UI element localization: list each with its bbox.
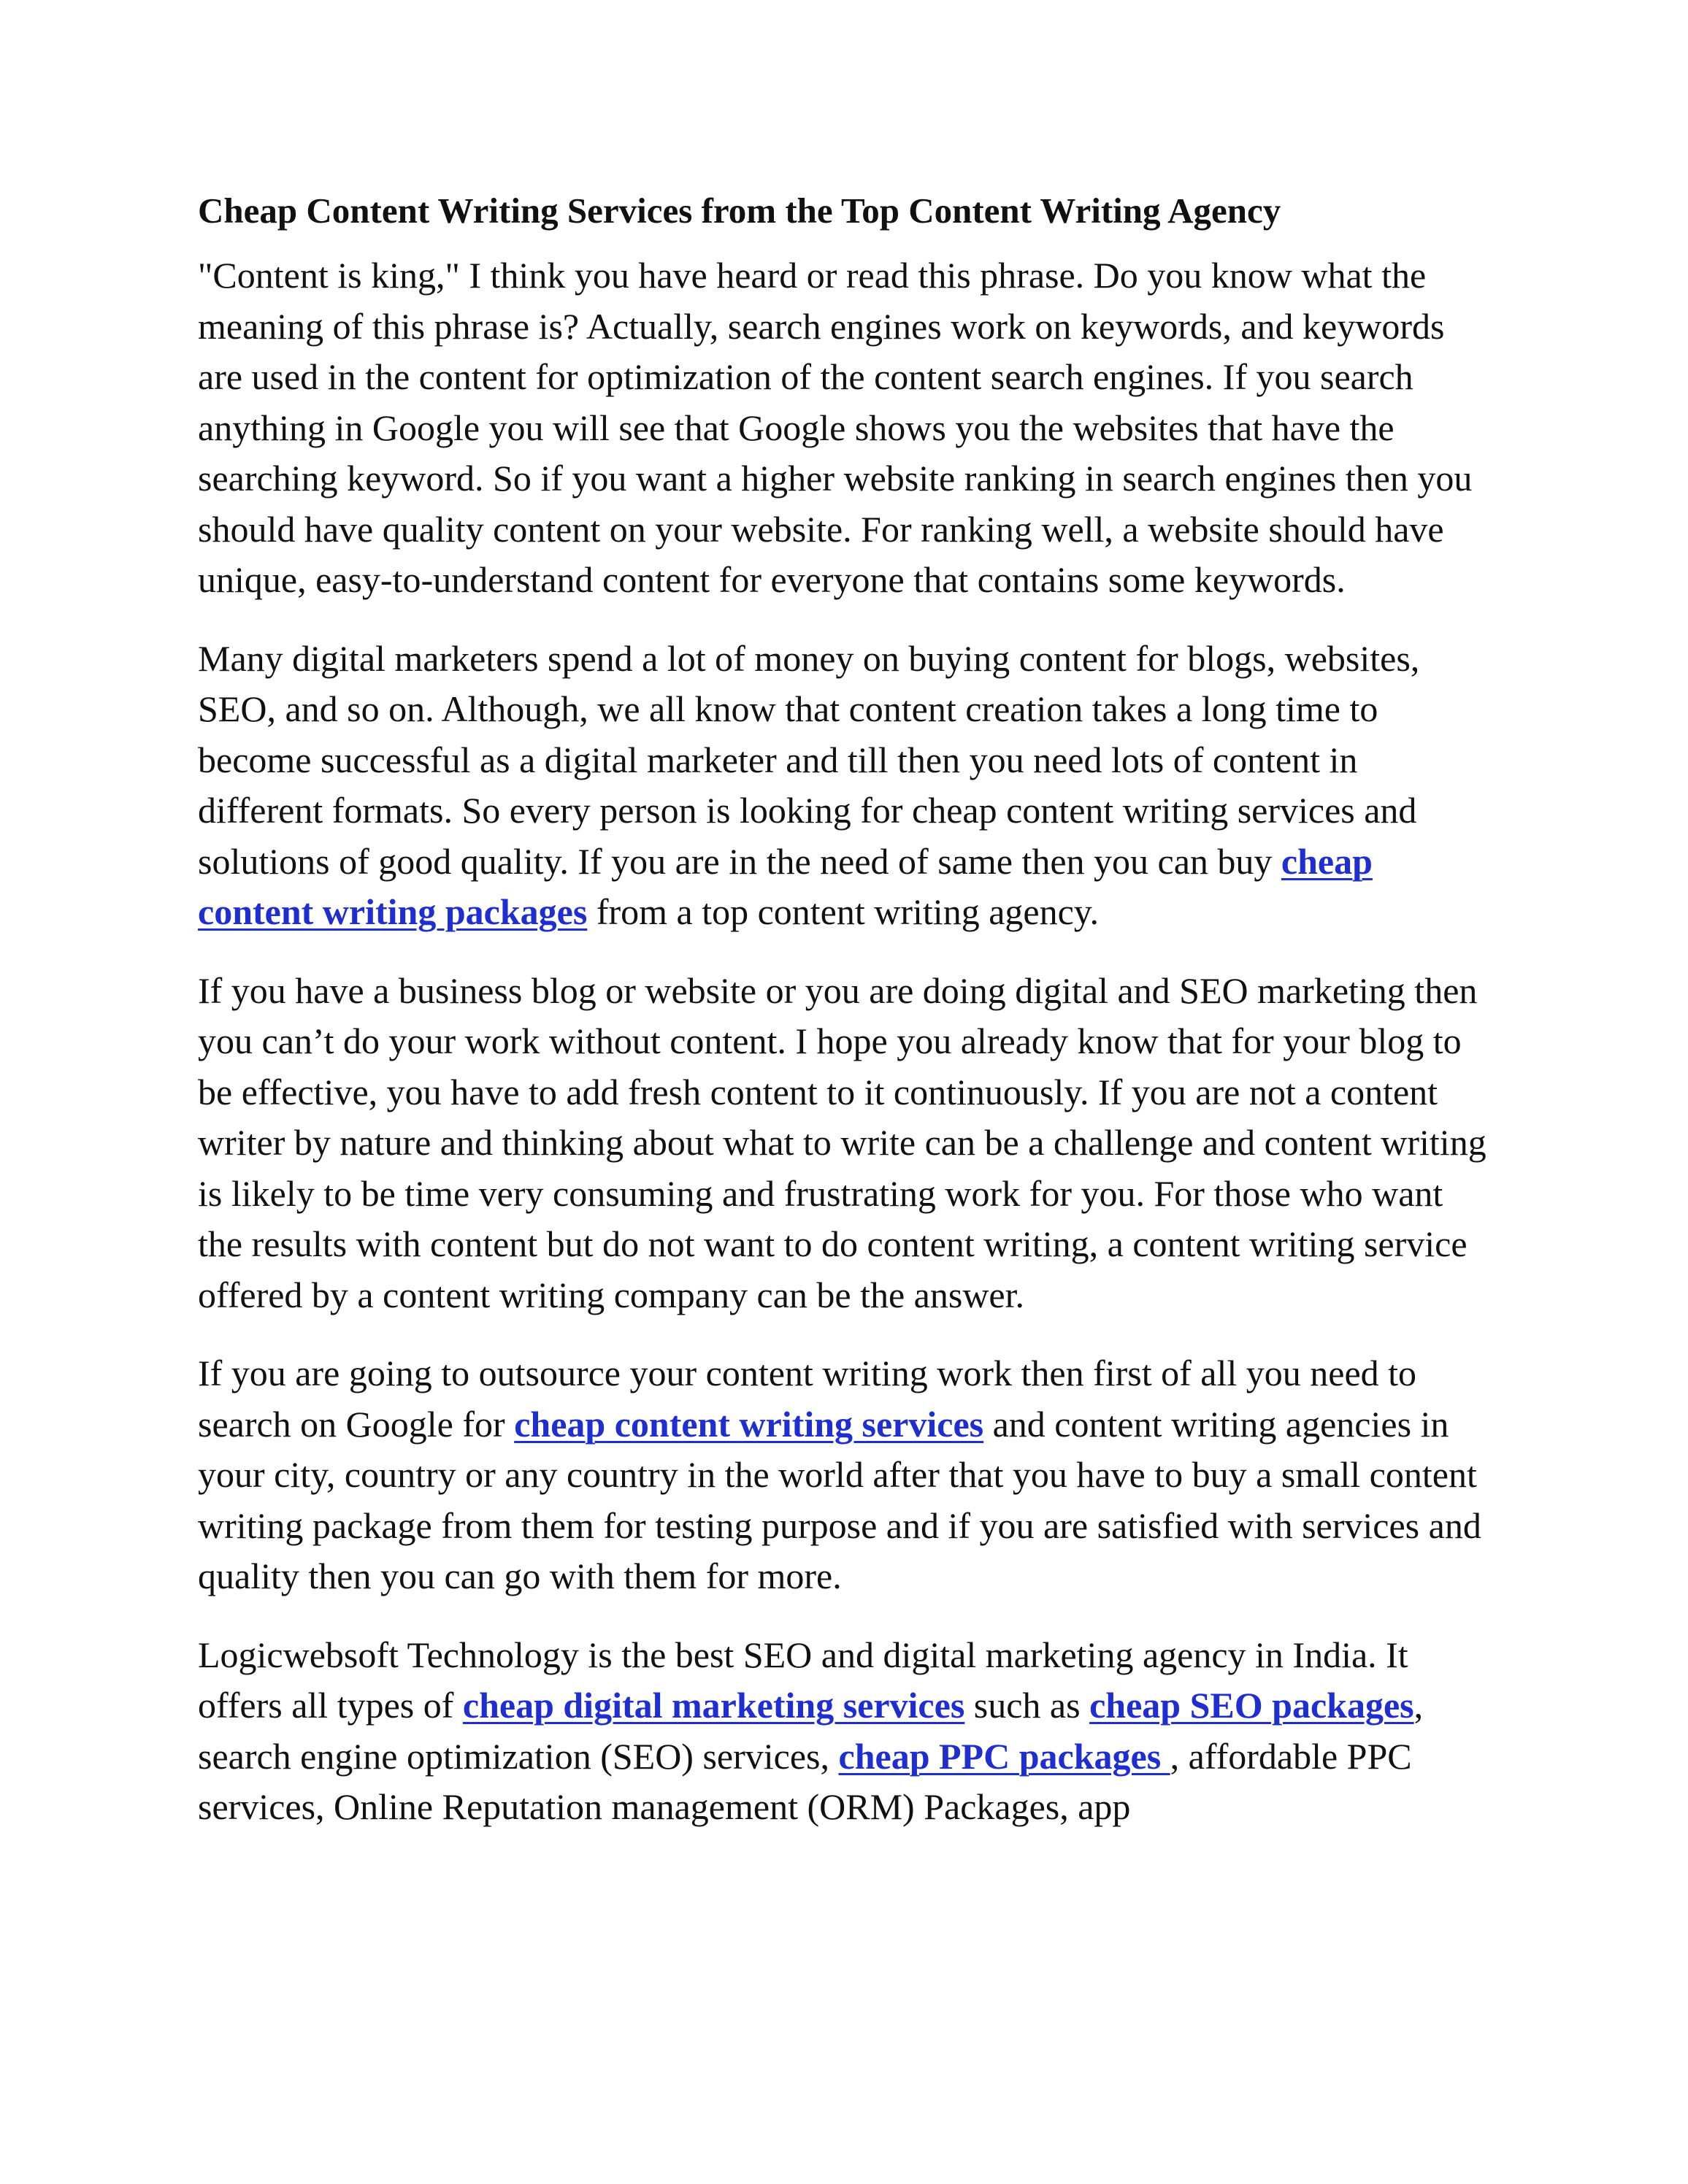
- paragraph-4-text-after: and content writing agencies in your city, country or any country in the world after that you have to buy a small content writing package from them for testing purpose and if you are satisfied with services and quality then you can go with them for more.: [198, 1403, 1481, 1597]
- paragraph-5-text-2: such as: [964, 1685, 1090, 1726]
- paragraph-5-text-1: Logicwebsoft Technology is the best SEO and digital marketing agency in India. It offers all types of: [198, 1634, 1408, 1726]
- link-cheap-ppc-packages[interactable]: cheap PPC packages: [838, 1735, 1170, 1777]
- link-cheap-digital-marketing-services[interactable]: cheap digital marketing services: [462, 1685, 965, 1726]
- document-page: [198, 188, 1490, 1861]
- paragraph-4-text-before: If you are going to outsource your content writing work then first of all you need to search on Google for: [198, 1353, 1417, 1445]
- link-cheap-content-writing-packages[interactable]: cheap content writing packages: [198, 840, 1373, 933]
- link-cheap-seo-packages[interactable]: cheap SEO packages: [1089, 1685, 1414, 1726]
- paragraph-2-text-after: from a top content writing agency.: [587, 891, 1100, 933]
- paragraph-1: "Content is king," I think you have heard or read this phrase. Do you know what the meaning of this phrase is? Actually, search engines work on keywords, and keywords are used in the content for optimization of the content search engines. If you search anything in Google you will see that Google shows you the websites that have the searching keyword. So if you want a higher website ranking in search engines then you should have quality content on your website. For ranking well, a website should have unique, easy-to-understand content for everyone that contains some keywords.: [198, 255, 1473, 601]
- paragraph-5-text-3: , search engine optimization (SEO) services,: [198, 1685, 1424, 1777]
- link-cheap-content-writing-services[interactable]: cheap content writing services: [514, 1403, 984, 1445]
- paragraph-2-text-before: Many digital marketers spend a lot of money on buying content for blogs, websites, SEO, and so on. Although, we all know that content creation takes a long time to become successful as a digital marketer and till then you need lots of content in different formats. So every person is looking for cheap content writing services and solutions of good quality. If you are in the need of same then you can buy: [198, 637, 1420, 882]
- paragraph-5-text-4: , affordable PPC services, Online Reputation management (ORM) Packages, app: [198, 1735, 1412, 1828]
- document-title: Cheap Content Writing Services from the Top Content Writing Agency: [198, 191, 1281, 231]
- paragraph-5: [198, 1630, 1490, 1833]
- paragraph-4: [198, 1348, 1490, 1602]
- paragraph-3: If you have a business blog or website or you are doing digital and SEO marketing then you can’t do your work without content. I hope you already know that for your blog to be effective, you have to add fresh content to it continuously. If you are not a content writer by nature and thinking about what to write can be a challenge and content writing is likely to be time very consuming and frustrating work for you. For those who want the results with content but do not want to do content writing, a content writing service offered by a content writing company can be the answer.: [198, 969, 1486, 1315]
- paragraph-2: [198, 634, 1490, 938]
